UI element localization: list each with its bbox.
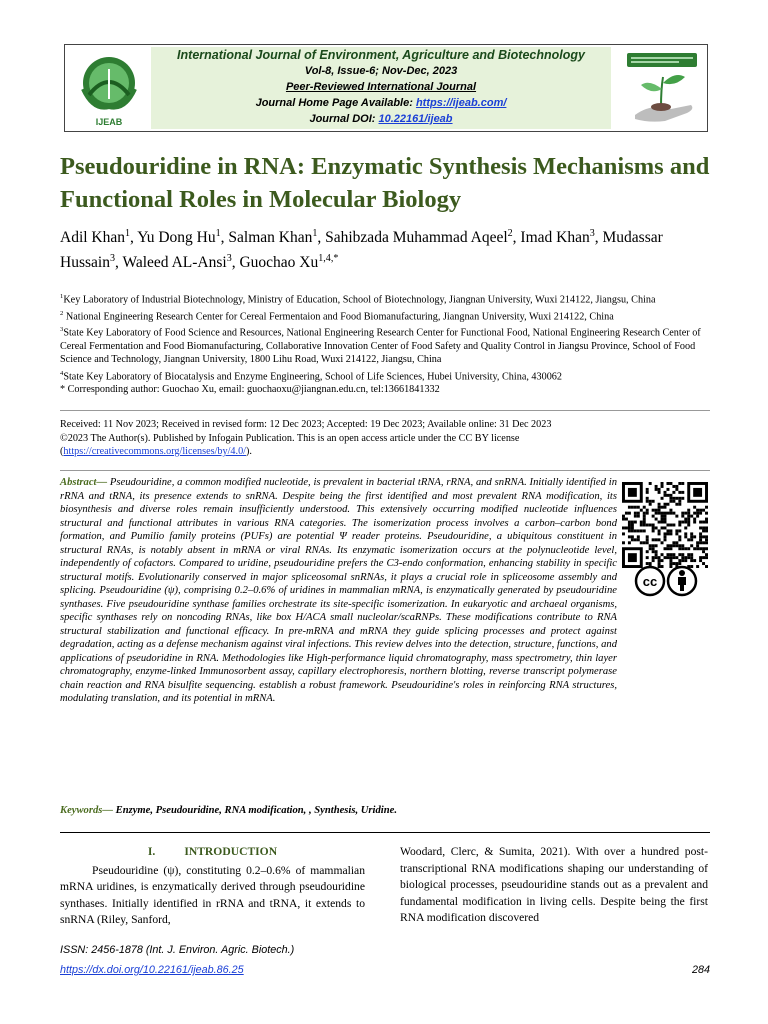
affiliation: $^4$State Key Laboratory of Biocatalysis and Enzyme Engineering, School of Life Sciences, Hubei University, China, 430062 — [60, 369, 562, 383]
peer-reviewed-label: Peer-Reviewed International Journal — [285, 81, 477, 93]
keywords — [60, 805, 712, 816]
journal-info-panel — [151, 47, 611, 129]
author-name: Mudassar Hussain — [60, 229, 663, 272]
divider — [60, 470, 710, 471]
corresponding-author: * Corresponding author: Guochao Xu, email: guochaoxu@jiangnan.edu.cn, tel:13661841332 — [60, 384, 440, 396]
author-list: Adil Khan$^1$, Yu Dong Hu$^1$, Salman Khan$^1$, Sahibzada Muhammad Aqeel$^2$, Imad Khan$^3$, Mudassar Hussain$^3$, Waleed AL-Ansi$^3$, Guochao $Xu^{1,4,*}$ — [60, 228, 663, 272]
author-name: Guochao Xu — [239, 254, 319, 272]
abstract — [60, 476, 617, 706]
journal-doi-line — [151, 111, 611, 127]
homepage-label: Journal Home Page Available: — [255, 97, 416, 109]
affiliations — [60, 290, 712, 397]
abstract-dash: — — [96, 477, 110, 488]
keywords-text: Enzyme, Pseudouridine, RNA modification, , Synthesis, Uridine. — [115, 805, 397, 816]
journal-title: International Journal of Environment, Agriculture and Biotechnology — [177, 48, 585, 62]
affiliation-marker: 1 — [60, 293, 64, 300]
author-affiliation-marker: 2 — [507, 228, 513, 239]
author-name: Sahibzada Muhammad Aqeel — [325, 229, 508, 247]
affiliation-marker: 2 — [60, 309, 64, 317]
author-affiliation-marker: 1 — [312, 228, 318, 239]
author-name: Imad Khan — [520, 229, 590, 247]
keywords-dash: — — [102, 805, 116, 816]
author-name: Adil Khan — [60, 229, 126, 247]
divider — [60, 832, 710, 833]
journal-doi-label: Journal DOI: — [309, 113, 379, 125]
body-column-right — [400, 844, 708, 927]
affiliation: $^1$Key Laboratory of Industrial Biotechnology, Ministry of Education, School of Biotechnology, Jiangnan University, Wuxi 214122, Jiangsu, China — [60, 293, 656, 306]
article-doi-link[interactable]: https://dx.doi.org/10.22161/ijeab.86.25 — [60, 964, 244, 976]
article-history — [60, 418, 712, 459]
keywords-label: Keywords — [60, 805, 103, 816]
svg-text:cc: cc — [642, 574, 658, 589]
author-name: Waleed AL-Ansi — [122, 254, 227, 272]
license-line — [60, 445, 712, 459]
issn: ISSN: 2456-1878 (Int. J. Environ. Agric. Biotech.) — [60, 944, 295, 956]
author-affiliation-marker: 3 — [589, 228, 595, 239]
page-number: 284 — [691, 964, 710, 976]
svg-text:IJEAB: IJEAB — [95, 117, 123, 127]
abstract-text: Pseudouridine, a common modified nucleotide, is prevalent in bacterial tRNA, rRNA, and snRNA. Initially identified in rRNA and tRNA, its presence extends to snRNA. Despite being the first identified and most prevalent RNA modification, its biosynthesis and diverse roles remain insufficiently understood. This extensively occurring modified nucleotide influences structural and functional attributes in various RNA categories. The isomerization process involves a carbon–carbon bond formation, and Pumilio family proteins (PUFs) are potential Ψ reader proteins. Pseudouridine, a ubiquitous constituent in structural RNAs, is notably absent in mRNA or viral RNAs. Its enzymatic isomerization occurs at the polynucleotide level, independently of cofactors. Compared to uridine, pseudouridine prefers the C3-endo conformation, enhancing stability in specific structural motifs. Evolutionarily conserved in major spliceosomal snRNAs, it plays a crucial role in spliceosome assembly and splicing. Pseudouridine (ψ), comprising 0.2–0.6% of uridines in mammalian mRNA, is enzymatically generated by pseudouridine synthases. Five pseudouridine synthase families orchestrate its site-specific isomerization. In eukaryotic and archaeal organisms, specific synthases rely on noncoding RNAs, like box H/ACA small nucleolar/scaRNPs. These modifications contribute to RNA structural stabilization and functional efficacy. In pre-mRNA and mRNA they guide splicing processes and protect against degradation, acting as a defense mechanism against viral infections. This review delves into the detection, structure, functions, and applications of pseudoridine in RNA. Methodologies like High-performance liquid chromatography, mass spectrometry, thin layer chromatography, enzyme-linked Immunosorbent assay, capillary electrophoresis, northern blotting, reverse transcript polymerase chain reaction and RNA bisulfite sequencing. establish a robust framework. Pseudouridine's roles in reinforcing RNA structures, modulating translation, and its potential in mRNA. — [60, 477, 617, 704]
divider — [60, 410, 710, 411]
journal-header — [64, 44, 708, 132]
copyright-notice: ©2023 The Author(s). Published by Infogain Publication. This is an open access article under the CC BY license — [60, 432, 520, 444]
received-dates: Received: 11 Nov 2023; Received in revised form: 12 Dec 2023; Accepted: 19 Dec 2023; Available online: 31 Dec 2023 — [60, 419, 552, 430]
author-name: Salman Khan — [228, 229, 313, 247]
affiliation-marker: 3 — [60, 326, 64, 334]
section-title: I. INTRODUCTION — [147, 845, 278, 858]
intro-paragraph-right: Woodard, Clerc, & Sumita, 2021). With over a hundred post-transcriptional RNA modifications shaping our understanding of biological processes, pseudouridine stands out as a prevalent and fundamental modification in living cells. Despite being the first RNA modification discovered — [400, 845, 708, 925]
affiliation: $^2$ National Engineering Research Center for Cereal Fermentaion and Food Biomanufacturing, Jiangnan University, Wuxi 214122, China — [60, 309, 614, 323]
journal-volume: Vol-8, Issue-6; Nov-Dec, 2023 — [304, 65, 458, 77]
journal-doi-link[interactable]: 10.22161/ijeab — [378, 113, 453, 125]
intro-paragraph-left: Pseudouridine (ψ), constituting 0.2–0.6% of mammalian mRNA uridines, is enzymatically derived through pseudouridine synthases. Initially identified in rRNA and tRNA, it extends to snRNA (Riley, Sanford, — [60, 863, 365, 927]
affiliation: $^3$State Key Laboratory of Food Science and Resources, National Engineering Research Center for Functional Food, National Engineering Research Center of Cereal Fermentation and Food Biomanufacturing, Collaborative Innovation Center of Food Safety and Quality Control in Jiangsu Province, School of Food Science and Technology, Jiangnan University, 1800 Lihu Road, Wuxi 214122, Jiangsu, China — [60, 326, 701, 366]
author-affiliation-marker: 1 — [215, 228, 221, 239]
homepage-link[interactable]: https://ijeab.com/ — [415, 97, 507, 109]
author-affiliation-marker: 1 — [125, 228, 131, 239]
author-affiliation-marker: 3 — [226, 253, 232, 265]
journal-logo-icon — [73, 49, 145, 129]
abstract-label: Abstract — [60, 477, 97, 488]
license-close: ). — [246, 446, 252, 457]
body-column-left — [60, 844, 365, 929]
author-affiliation-marker: 3 — [109, 253, 115, 265]
cc-by-license-icon[interactable] — [634, 565, 698, 597]
license-link[interactable]: https://creativecommons.org/licenses/by/4.0/ — [63, 446, 246, 457]
license-open: ( — [60, 446, 64, 457]
author-name: Yu Dong Hu — [137, 229, 216, 247]
author-affiliation-marker: 1,4,* — [318, 253, 339, 265]
journal-homepage-line — [151, 95, 611, 111]
plant-hand-icon — [621, 49, 703, 129]
qr-code-icon[interactable] — [622, 482, 708, 568]
affiliation-marker: 4 — [60, 369, 64, 377]
article-title: Pseudouridine in RNA: Enzymatic Synthesis Mechanisms and Functional Roles in Molecular Biology — [60, 153, 710, 213]
